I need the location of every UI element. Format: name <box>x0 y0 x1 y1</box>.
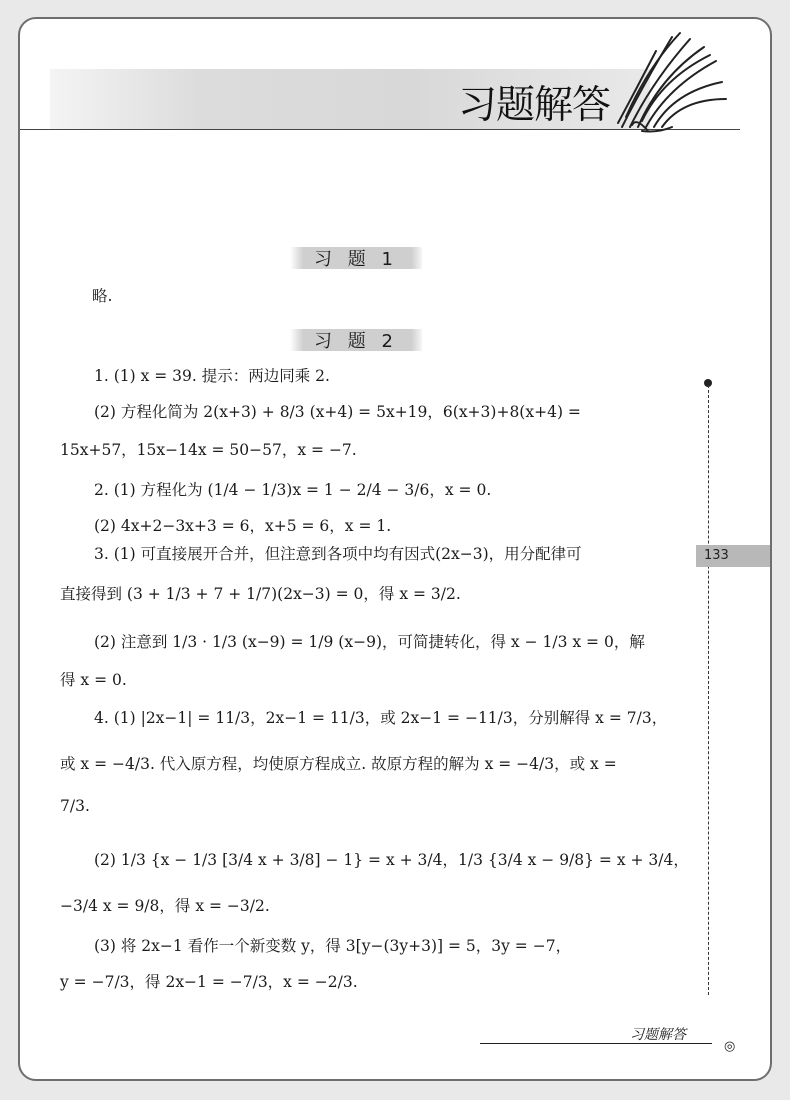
answer-line-13: (2) 1/3 {x − 1/3 [3/4 x + 3/8] − 1} = x + 3/4，1/3 {3/4 x − 9/8} = x + 3/4， <box>94 851 689 869</box>
answer-line-7: 直接得到 (3 + 1/3 + 7 + 1/7)(2x−3) = 0，得 x = 3/2. <box>60 585 461 603</box>
answer-line-1: 1. (1) x = 39. 提示：两边同乘 2. <box>94 367 330 385</box>
header-title: 习题解答 <box>458 83 611 128</box>
margin-dashed-line <box>708 385 709 995</box>
answer-line-11: 或 x = −4/3. 代入原方程，均使原方程成立. 故原方程的解为 x = −4/3，或 x = <box>60 755 617 773</box>
footer-ornament-icon: ◎ <box>724 1039 736 1054</box>
reeds-illustration <box>612 27 732 137</box>
answer-line-14: −3/4 x = 9/8，得 x = −3/2. <box>60 897 270 915</box>
section-heading-1-text: 习 题 1 <box>314 249 398 270</box>
footer-title: 习题解答 <box>630 1027 686 1043</box>
answer-line-9: 得 x = 0. <box>60 671 127 689</box>
answer-line-10: 4. (1) |2x−1| = 11/3，2x−1 = 11/3，或 2x−1 = −11/3，分别解得 x = 7/3， <box>94 709 668 727</box>
section-heading-2 <box>290 327 422 353</box>
section-heading-1 <box>290 245 422 271</box>
answer-line-4: 2. (1) 方程化为 (1/4 − 1/3)x = 1 − 2/4 − 3/6，x = 0. <box>94 481 492 499</box>
answer-line-15: (3) 将 2x−1 看作一个新变数 y，得 3[y−(3y+3)] = 5，3y = −7， <box>94 937 572 955</box>
answer-line-6: 3. (1) 可直接展开合并，但注意到各项中均有因式(2x−3)，用分配律可 <box>94 545 582 563</box>
answer-line-5: (2) 4x+2−3x+3 = 6，x+5 = 6，x = 1. <box>94 517 392 535</box>
section-heading-2-text: 习 题 2 <box>314 331 398 352</box>
answer-line-16: y = −7/3，得 2x−1 = −7/3，x = −2/3. <box>60 973 358 991</box>
answer-line-12: 7/3. <box>60 797 90 815</box>
answer-line-3: 15x+57，15x−14x = 50−57，x = −7. <box>60 441 357 459</box>
page-number: 133 <box>704 548 729 563</box>
footer-rule <box>480 1043 712 1044</box>
page <box>18 17 772 1081</box>
answer-line-2: (2) 方程化简为 2(x+3) + 8/3 (x+4) = 5x+19，6(x+3)+8(x+4) = <box>94 403 581 421</box>
answer-line-8: (2) 注意到 1/3 · 1/3 (x−9) = 1/9 (x−9)，可简捷转化，得 x − 1/3 x = 0，解 <box>94 633 645 651</box>
section-1-body: 略. <box>92 287 113 305</box>
